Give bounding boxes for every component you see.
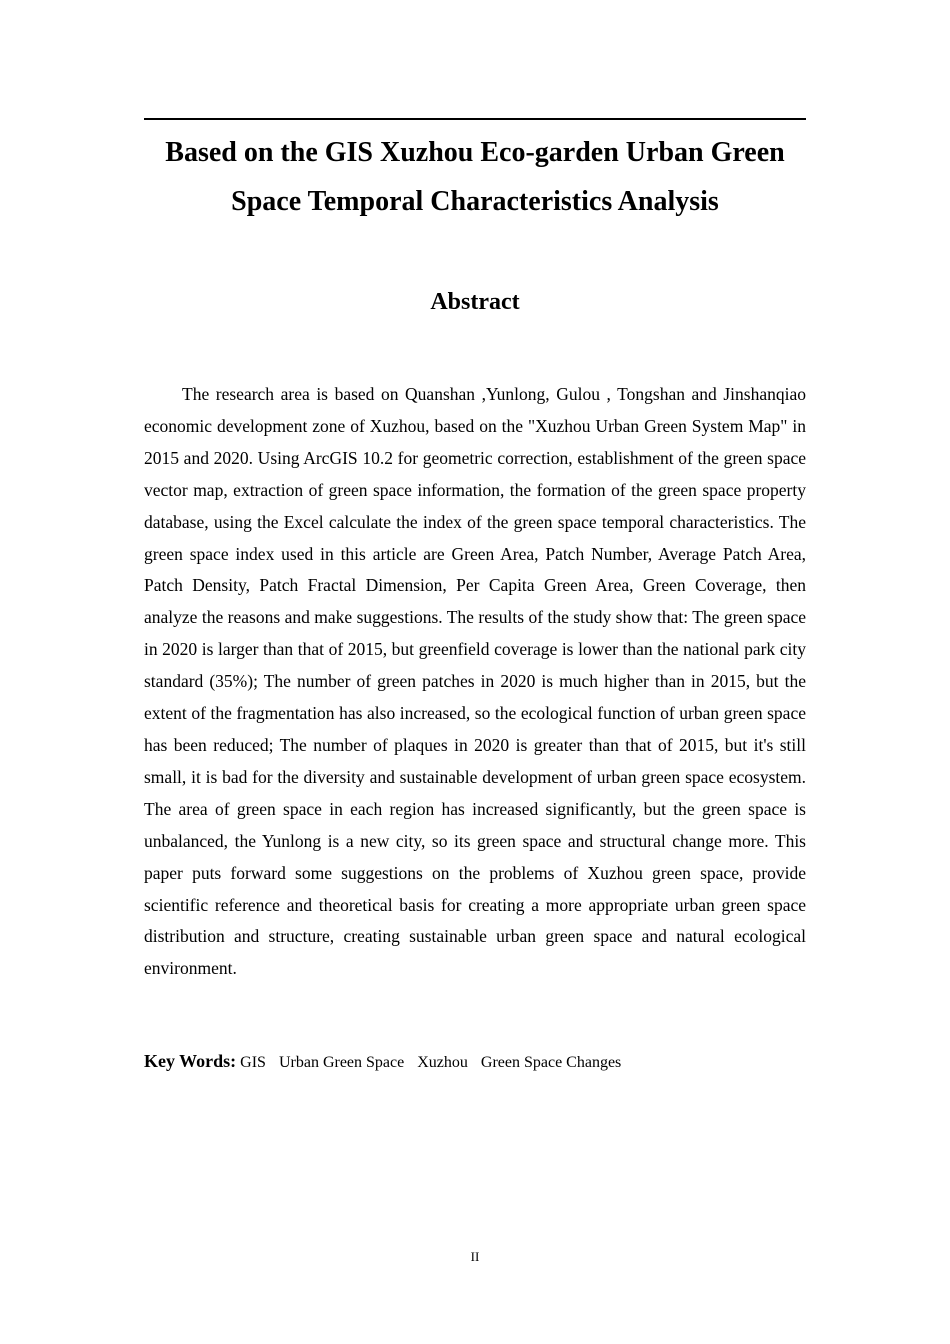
title-line-2: Space Temporal Characteristics Analysis xyxy=(231,186,719,217)
keyword-item: GIS xyxy=(240,1054,266,1071)
abstract-heading: Abstract xyxy=(430,289,520,315)
abstract-body: The research area is based on Quanshan ,Yunlong, Gulou , Tongshan and Jinshanqiao economic development zone of Xuzhou, based on the "Xuzhou Urban Green System Map" in 2015 and 2020. Using ArcGIS 10.2 for geometric correction, establishment of the green space vector map, extraction of green space information, the formation of the green space property database, using the Excel calculate the index of the green space temporal characteristics. The green space index used in this article are Green Area, Patch Number, Average Patch Area, Patch Density, Patch Fractal Dimension, Per Capita Green Area, Green Coverage, then analyze the reasons and make suggestions. The results of the study show that: The green space in 2020 is larger than that of 2015, but greenfield coverage is lower than the national park city standard (35%); The number of green patches in 2020 is much higher than in 2015, but the extent of the fragmentation has also increased, so the ecological function of urban green space has been reduced; The number of plaques in 2020 is greater than that of 2015, but it's still small, it is bad for the diversity and sustainable development of urban green space ecosystem. The area of green space in each region has increased significantly, but the green space is unbalanced, the Yunlong is a new city, so its green space and structural change more. This paper puts forward some suggestions on the problems of Xuzhou green space, provide scientific reference and theoretical basis for creating a more appropriate urban green space distribution and structure, creating sustainable urban green space and natural ecological environment. xyxy=(144,384,806,979)
document-title xyxy=(144,128,806,226)
keyword-item: Urban Green Space xyxy=(278,1054,405,1071)
page-number: II xyxy=(470,1249,480,1264)
keywords-label: Key Words: xyxy=(144,1051,237,1071)
header-rule xyxy=(144,118,806,120)
title-line-1: Based on the GIS Xuzhou Eco-garden Urban Green xyxy=(165,137,785,168)
keyword-item: Green Space Changes xyxy=(480,1054,622,1071)
keyword-item: Xuzhou xyxy=(417,1054,468,1071)
keywords-line xyxy=(144,1047,806,1077)
